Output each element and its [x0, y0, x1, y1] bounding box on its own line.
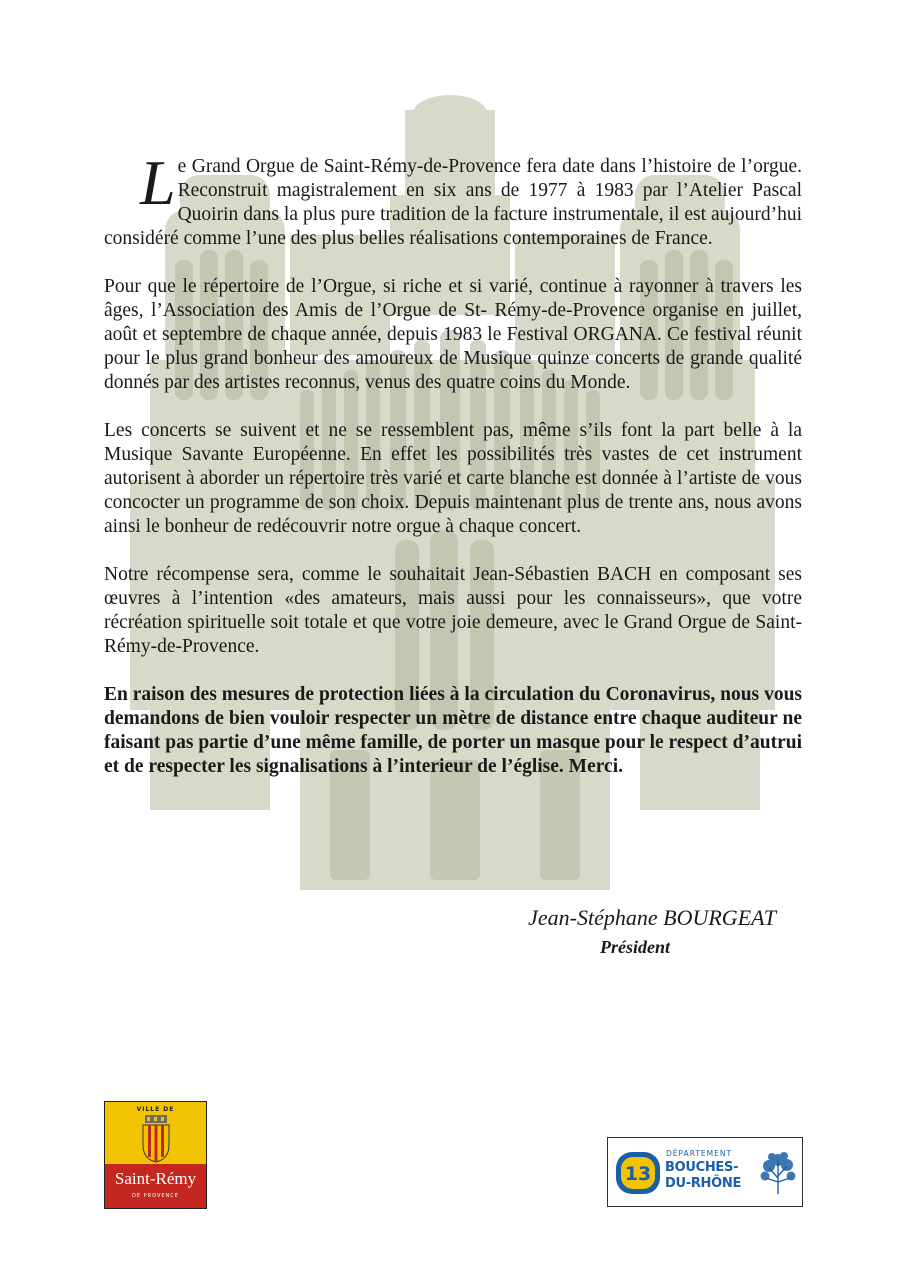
department-13-badge-icon [614, 1150, 662, 1196]
paragraph-intro [104, 147, 802, 251]
department-badge-number: 13 [624, 1163, 652, 1185]
department-name-line2: DU-RHÔNE [665, 1176, 742, 1191]
coronavirus-notice: En raison des mesures de protection liées à la circulation du Coronavirus, nous vous demandons de bien vouloir respecter un mètre de distance entre chaque auditeur ne faisant pas partie d’une même famille, de porter un masque pour le respect d’autrui et de respecter les signalisations à l’interieur de l’église. Merci. [104, 684, 802, 777]
saint-remy-logo [104, 1101, 207, 1209]
department-label: DÉPARTEMENT [666, 1149, 733, 1158]
letter-body [104, 147, 802, 803]
bouches-du-rhone-logo [607, 1137, 803, 1207]
saint-remy-logo-name: Saint-Rémy [114, 1169, 197, 1188]
paragraph-intro-text: e Grand Orgue de Saint-Rémy-de-Provence fera date dans l’histoire de l’orgue. Reconstruit magistralement en six ans de 1977 à 1983 par l’Atelier Pascal Quoirin dans la plus pure tradition de la facture instrumentale, il est aujourd’hui considéré comme l’une des plus belles réalisations contemporaines de France. [104, 156, 802, 249]
paragraph-festival: Pour que le répertoire de l’Orgue, si riche et si varié, continue à rayonner à travers les âges, l’Association des Amis de l’Orgue de St- Rémy-de-Provence organise en juillet, août et septembre de chaque année, depuis 1983 le Festival ORGANA. Ce festival réunit pour le plus grand bonheur des amoureux de Musique quinze concerts de grande qualité donnés par des artistes reconnus, venus des quatre coins du Monde. [104, 276, 802, 393]
saint-remy-logo-ville: VILLE DE [136, 1106, 175, 1113]
coat-of-arms-icon [141, 1115, 171, 1163]
department-name-line1: BOUCHES- [665, 1160, 739, 1175]
saint-remy-logo-subtitle: DE PROVENCE [132, 1193, 179, 1199]
paragraph-bach: Notre récompense sera, comme le souhaitait Jean-Sébastien BACH en composant ses œuvres à l’intention «des amateurs, mais aussi pour les connaisseurs», que votre récréation spirituelle soit totale et que votre joie demeure, avec le Grand Orgue de Saint-Rémy-de-Provence. [104, 564, 802, 657]
drop-cap: L [140, 147, 176, 218]
olive-tree-icon [758, 1148, 798, 1196]
signature-role: Président [600, 937, 670, 957]
paragraph-concerts: Les concerts se suivent et ne se ressemblent pas, même s’ils font la part belle à la Musique Savante Européenne. En effet les possibilités très vastes de cet instrument autorisent à aborder un répertoire très varié et carte blanche est donnée à l’artiste de vous concocter un programme de son choix. Depuis maintenant plus de trente ans, nous avons ainsi le bonheur de redécouvrir notre orgue à chaque concert. [104, 420, 802, 537]
signature-name: Jean-Stéphane BOURGEAT [528, 905, 776, 930]
